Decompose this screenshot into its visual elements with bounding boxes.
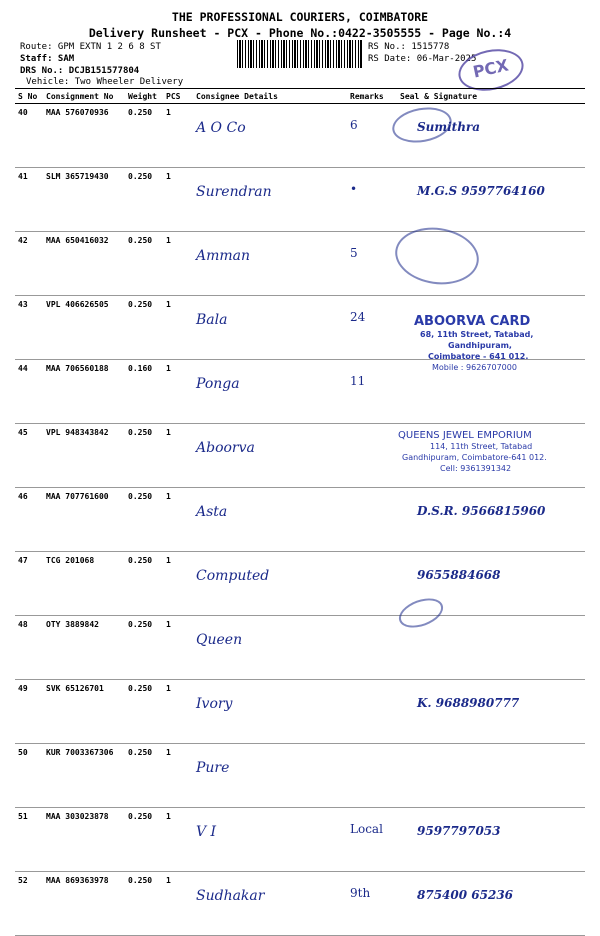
cell-weight: 0.250	[125, 168, 163, 232]
aboorva-stamp-name: ABOORVA CARD	[414, 314, 531, 329]
cell-sno: 51	[15, 808, 43, 872]
cell-consignment: VPL 406626505	[43, 296, 125, 360]
cell-pcs: 1	[163, 744, 193, 808]
col-pcs: PCS	[163, 89, 193, 104]
aboorva-stamp-line: Gandhipuram,	[448, 341, 512, 350]
cell-remarks	[347, 488, 397, 552]
cell-pcs: 1	[163, 104, 193, 168]
cell-consignee: Ivory	[193, 680, 347, 744]
cell-weight: 0.250	[125, 488, 163, 552]
cell-sno: 41	[15, 168, 43, 232]
aboorva-stamp-line: Mobile : 9626707000	[432, 363, 517, 372]
cell-sno: 40	[15, 104, 43, 168]
cell-consignment: SVK 65126701	[43, 680, 125, 744]
signature-text: D.S.R. 9566815960	[417, 504, 546, 518]
cell-remarks	[347, 744, 397, 808]
cell-weight: 0.250	[125, 424, 163, 488]
cell-consignee: A O Co	[193, 104, 347, 168]
table-row	[15, 104, 585, 168]
signature-text: 875400 65236	[417, 888, 514, 902]
table-row	[15, 680, 585, 744]
cell-pcs: 1	[163, 872, 193, 936]
table-row	[15, 488, 585, 552]
barcode	[237, 40, 363, 68]
cell-weight: 0.250	[125, 232, 163, 296]
cell-consignee: Computed	[193, 552, 347, 616]
rs-number: RS No.: 1515778	[368, 42, 450, 52]
drs-number: DRS No.: DCJB151577804	[20, 66, 140, 76]
cell-sno: 42	[15, 232, 43, 296]
cell-weight: 0.250	[125, 104, 163, 168]
cell-pcs: 1	[163, 296, 193, 360]
cell-signature	[397, 168, 585, 232]
cell-remarks: 9th	[347, 872, 397, 936]
cell-pcs: 1	[163, 360, 193, 424]
cell-sno: 50	[15, 744, 43, 808]
staff-label: Staff: SAM	[20, 54, 75, 64]
cell-weight: 0.250	[125, 744, 163, 808]
col-signature: Seal & Signature	[397, 89, 585, 104]
table-row	[15, 808, 585, 872]
cell-consignment: KUR 7003367306	[43, 744, 125, 808]
table-header-row	[15, 89, 585, 104]
queens-stamp-name: QUEENS JEWEL EMPORIUM	[398, 430, 532, 441]
col-weight: Weight	[125, 89, 163, 104]
cell-remarks: •	[347, 168, 397, 232]
table-row	[15, 552, 585, 616]
col-remarks: Remarks	[347, 89, 397, 104]
cell-sno: 52	[15, 872, 43, 936]
cell-weight: 0.250	[125, 808, 163, 872]
aboorva-stamp-line: 68, 11th Street, Tatabad,	[420, 330, 534, 339]
table-row	[15, 168, 585, 232]
table-row	[15, 616, 585, 680]
cell-sno: 43	[15, 296, 43, 360]
rs-date: RS Date: 06-Mar-2025	[368, 54, 477, 64]
cell-consignment: SLM 365719430	[43, 168, 125, 232]
cell-remarks: Local	[347, 808, 397, 872]
cell-sno: 45	[15, 424, 43, 488]
route-label: Route: GPM EXTN 1 2 6 8 ST	[20, 42, 161, 52]
cell-consignment: MAA 869363978	[43, 872, 125, 936]
queens-stamp-line: Gandhipuram, Coimbatore-641 012.	[402, 453, 547, 462]
cell-remarks: 6	[347, 104, 397, 168]
cell-sno: 49	[15, 680, 43, 744]
cell-pcs: 1	[163, 680, 193, 744]
signature-text: Sumithra	[417, 120, 481, 134]
cell-weight: 0.250	[125, 616, 163, 680]
cell-weight: 0.250	[125, 552, 163, 616]
cell-remarks	[347, 616, 397, 680]
cell-signature	[397, 680, 585, 744]
signature-text: 9655884668	[417, 568, 501, 582]
document-title: THE PROFESSIONAL COURIERS, COIMBATORE	[171, 10, 429, 24]
cell-consignment: TCG 201068	[43, 552, 125, 616]
cell-consignee: Bala	[193, 296, 347, 360]
cell-weight: 0.250	[125, 872, 163, 936]
col-consignment: Consignment No	[43, 89, 125, 104]
document-subtitle: Delivery Runsheet - PCX - Phone No.:0422-3505555 - Page No.:4	[88, 26, 512, 40]
cell-weight: 0.250	[125, 296, 163, 360]
cell-remarks	[347, 424, 397, 488]
cell-sno: 46	[15, 488, 43, 552]
cell-pcs: 1	[163, 424, 193, 488]
cell-consignee: Sudhakar	[193, 872, 347, 936]
signature-text: K. 9688980777	[417, 696, 520, 710]
cell-pcs: 1	[163, 616, 193, 680]
cell-consignee: Ponga	[193, 360, 347, 424]
cell-pcs: 1	[163, 488, 193, 552]
cell-sno: 47	[15, 552, 43, 616]
cell-signature	[397, 808, 585, 872]
col-consignee: Consignee Details	[193, 89, 347, 104]
cell-pcs: 1	[163, 552, 193, 616]
cell-signature	[397, 744, 585, 808]
cell-pcs: 1	[163, 232, 193, 296]
cell-consignee: Amman	[193, 232, 347, 296]
signature-text: 9597797053	[417, 824, 501, 838]
cell-weight: 0.250	[125, 680, 163, 744]
table-row	[15, 232, 585, 296]
queens-stamp-line: 114, 11th Street, Tatabad	[430, 442, 533, 451]
cell-sno: 44	[15, 360, 43, 424]
cell-consignee: Pure	[193, 744, 347, 808]
cell-sno: 48	[15, 616, 43, 680]
cell-consignment: MAA 576070936	[43, 104, 125, 168]
cell-consignment: VPL 948343842	[43, 424, 125, 488]
cell-pcs: 1	[163, 808, 193, 872]
cell-consignee: Asta	[193, 488, 347, 552]
cell-remarks: 24	[347, 296, 397, 360]
cell-consignment: OTY 3889842	[43, 616, 125, 680]
cell-consignment: MAA 706560188	[43, 360, 125, 424]
table-row	[15, 872, 585, 936]
pcx-stamp: PCX	[455, 44, 528, 97]
cell-consignment: MAA 707761600	[43, 488, 125, 552]
cell-remarks	[347, 680, 397, 744]
cell-consignment: MAA 650416032	[43, 232, 125, 296]
cell-consignee: Surendran	[193, 168, 347, 232]
cell-pcs: 1	[163, 168, 193, 232]
cell-remarks: 5	[347, 232, 397, 296]
signature-text: M.G.S 9597764160	[417, 184, 545, 198]
queens-stamp-line: Cell: 9361391342	[440, 464, 512, 473]
cell-remarks	[347, 552, 397, 616]
cell-remarks: 11	[347, 360, 397, 424]
cell-consignment: MAA 303023878	[43, 808, 125, 872]
col-sno: S No	[15, 89, 43, 104]
cell-weight: 0.160	[125, 360, 163, 424]
cell-signature	[397, 872, 585, 936]
runsheet-table	[15, 88, 585, 936]
cell-signature	[397, 488, 585, 552]
table-row	[15, 744, 585, 808]
cell-consignee: V I	[193, 808, 347, 872]
cell-consignee: Aboorva	[193, 424, 347, 488]
vehicle-label: Vehicle: Two Wheeler Delivery	[26, 77, 184, 87]
cell-consignee: Queen	[193, 616, 347, 680]
aboorva-stamp-line: Coimbatore - 641 012.	[428, 352, 529, 361]
